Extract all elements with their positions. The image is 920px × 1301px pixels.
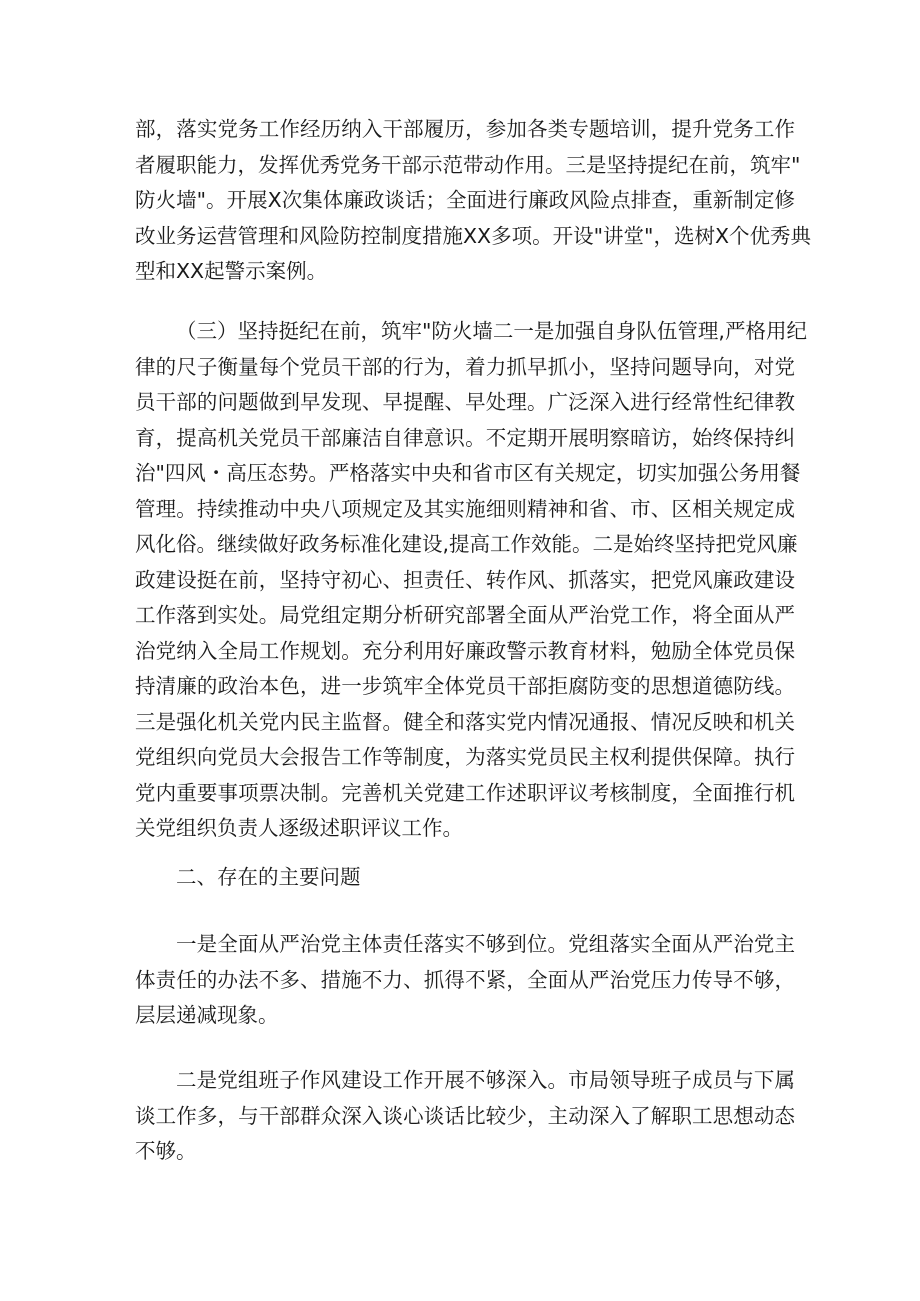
text-line: 员干部的问题做到早发现、早提醒、早处理。广泛深入进行经常性纪律教 — [135, 390, 795, 414]
text-line: 改业务运营管理和风险防控制度措施XX多项。开设"讲堂"，选树X个优秀典 — [135, 223, 811, 248]
text-line: 治"四风・高压态势。严格落实中央和省市区有关规定，切实加强公务用餐 — [135, 461, 801, 485]
text-line: 不够。 — [135, 1139, 197, 1163]
text-line: （三）坚持挺纪在前，筑牢"防火墙二一是加强自身队伍管理,严格用纪 — [176, 319, 807, 343]
text-line: 政建设挺在前，坚持守初心、担责任、转作风、抓落实，把党风廉政建设 — [135, 567, 795, 592]
paragraph-2 — [135, 314, 807, 847]
section-heading-text: 二、存在的主要问题 — [176, 865, 361, 889]
text-line: 党组织向党员大会报告工作等制度，为落实党员民主权利提供保障。执行 — [135, 745, 795, 769]
paragraph-1 — [135, 112, 811, 290]
text-line: 律的尺子衡量每个党员干部的行为，着力抓早抓小，坚持问题导向，对党 — [135, 354, 795, 379]
paragraph-4 — [135, 1063, 795, 1170]
text-line: 管理。持续推动中央八项规定及其实施细则精神和省、市、区相关规定成 — [135, 496, 795, 521]
text-line: 防火墙"。开展X次集体廉政谈话；全面进行廉政风险点排查，重新制定修 — [135, 188, 795, 212]
text-line: 风化俗。继续做好政务标准化建设,提高工作效能。二是始终坚持把党风廉 — [135, 532, 798, 556]
text-line: 关党组织负责人逐级述职评议工作。 — [135, 816, 463, 840]
paragraph-3 — [135, 927, 795, 1034]
text-line: 工作落到实处。局党组定期分析研究部署全面从严治党工作，将全面从严 — [135, 603, 795, 627]
text-line: 一是全面从严治党主体责任落实不够到位。党组落实全面从严治党主 — [176, 932, 795, 956]
text-line: 育，提高机关党员干部廉洁自律意识。不定期开展明察暗访，始终保持纠 — [135, 425, 795, 450]
section-heading — [135, 860, 795, 896]
text-line: 持清廉的政治本色，进一步筑牢全体党员干部拒腐防变的思想道德防线。 — [135, 674, 795, 698]
text-line: 体责任的办法不多、措施不力、抓得不紧，全面从严治党压力传导不够， — [135, 967, 795, 992]
text-line: 党内重要事项票决制。完善机关党建工作述职评议考核制度，全面推行机 — [135, 780, 795, 805]
text-line: 二是党组班子作风建设工作开展不够深入。市局领导班子成员与下属 — [176, 1068, 795, 1092]
text-line: 治党纳入全局工作规划。充分利用好廉政警示教育材料，勉励全体党员保 — [135, 638, 795, 663]
text-line: 层层递减现象。 — [135, 1003, 279, 1027]
text-line: 谈工作多，与干部群众深入谈心谈话比较少，主动深入了解职工思想动态 — [135, 1103, 795, 1128]
text-line: 部，落实党务工作经历纳入干部履历，参加各类专题培训，提升党务工作 — [135, 117, 795, 141]
text-line: 者履职能力，发挥优秀党务干部示范带动作用。三是坚持提纪在前，筑牢" — [135, 152, 801, 177]
text-line: 三是强化机关党内民主监督。健全和落实党内情况通报、情况反映和机关 — [135, 709, 795, 734]
text-line: 型和XX起警示案例。 — [135, 259, 328, 283]
